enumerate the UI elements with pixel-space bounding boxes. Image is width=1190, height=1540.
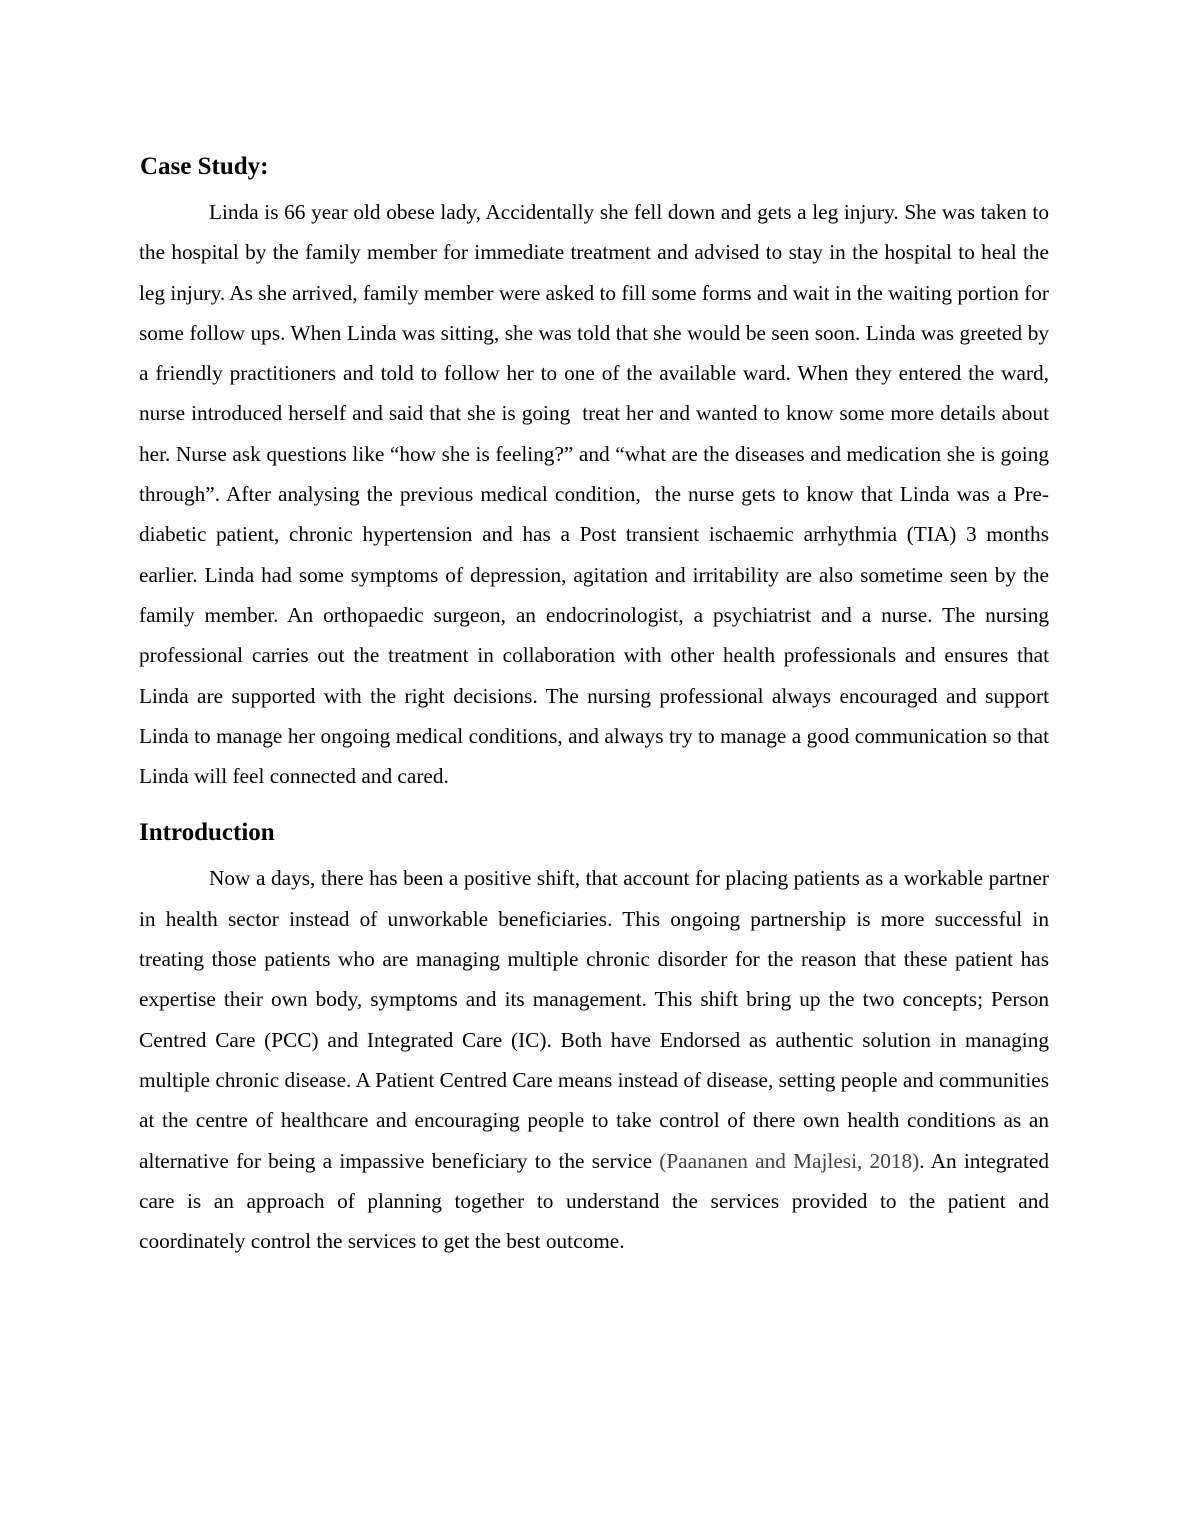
case-study-heading: Case Study: — [140, 153, 269, 180]
introduction-text-part-2: . An integrated care is an approach of planning together to understand the services provided to the patient and coordinately control the services to get the best outcome. — [139, 1148, 1055, 1254]
introduction-text-part-1: Now a days, there has been a positive shift, that account for placing patients as a workable partner in health sector instead of unworkable beneficiaries. This ongoing partnership is more successful in treating those patients who are managing multiple chronic disorder for the reason that these patient has expertise their own body, symptoms and its management. This shift bring up the two concepts; Person Centred Care (PCC) and Integrated Care (IC). Both have Endorsed as authentic solution in managing multiple chronic disease. A Patient Centred Care means instead of disease, setting people and communities at the centre of healthcare and encouraging people to take control of there own health conditions as an alternative for being a impassive beneficiary to the service — [139, 866, 1055, 1173]
page-content — [139, 150, 1055, 1261]
case-study-paragraph: Linda is 66 year old obese lady, Accidentally she fell down and gets a leg injury. She was taken to the hospital by the family member for immediate treatment and advised to stay in the hospital to heal the leg injury. As she arrived, family member were asked to fill some forms and wait in the waiting portion for some follow ups. When Linda was sitting, she was told that she would be seen soon. Linda was greeted by a friendly practitioners and told to follow her to one of the available ward. When they entered the ward, nurse introduced herself and said that she is going treat her and wanted to know some more details about her. Nurse ask questions like “how she is feeling?” and “what are the diseases and medication she is going through”. After analysing the previous medical condition, the nurse gets to know that Linda was a Pre-diabetic patient, chronic hypertension and has a Post transient ischaemic arrhythmia (TIA) 3 months earlier. Linda had some symptoms of depression, agitation and irritability are also sometime seen by the family member. An orthopaedic surgeon, an endocrinologist, a psychiatrist and a nurse. The nursing professional carries out the treatment in collaboration with other health professionals and ensures that Linda are supported with the right decisions. The nursing professional always encouraged and support Linda to manage her ongoing medical conditions, and always try to manage a good communication so that Linda will feel connected and cared. — [139, 200, 1055, 789]
introduction-heading: Introduction — [139, 819, 275, 847]
introduction-paragraph — [139, 858, 1055, 1261]
citation: (Paananen and Majlesi, 2018) — [659, 1148, 920, 1173]
